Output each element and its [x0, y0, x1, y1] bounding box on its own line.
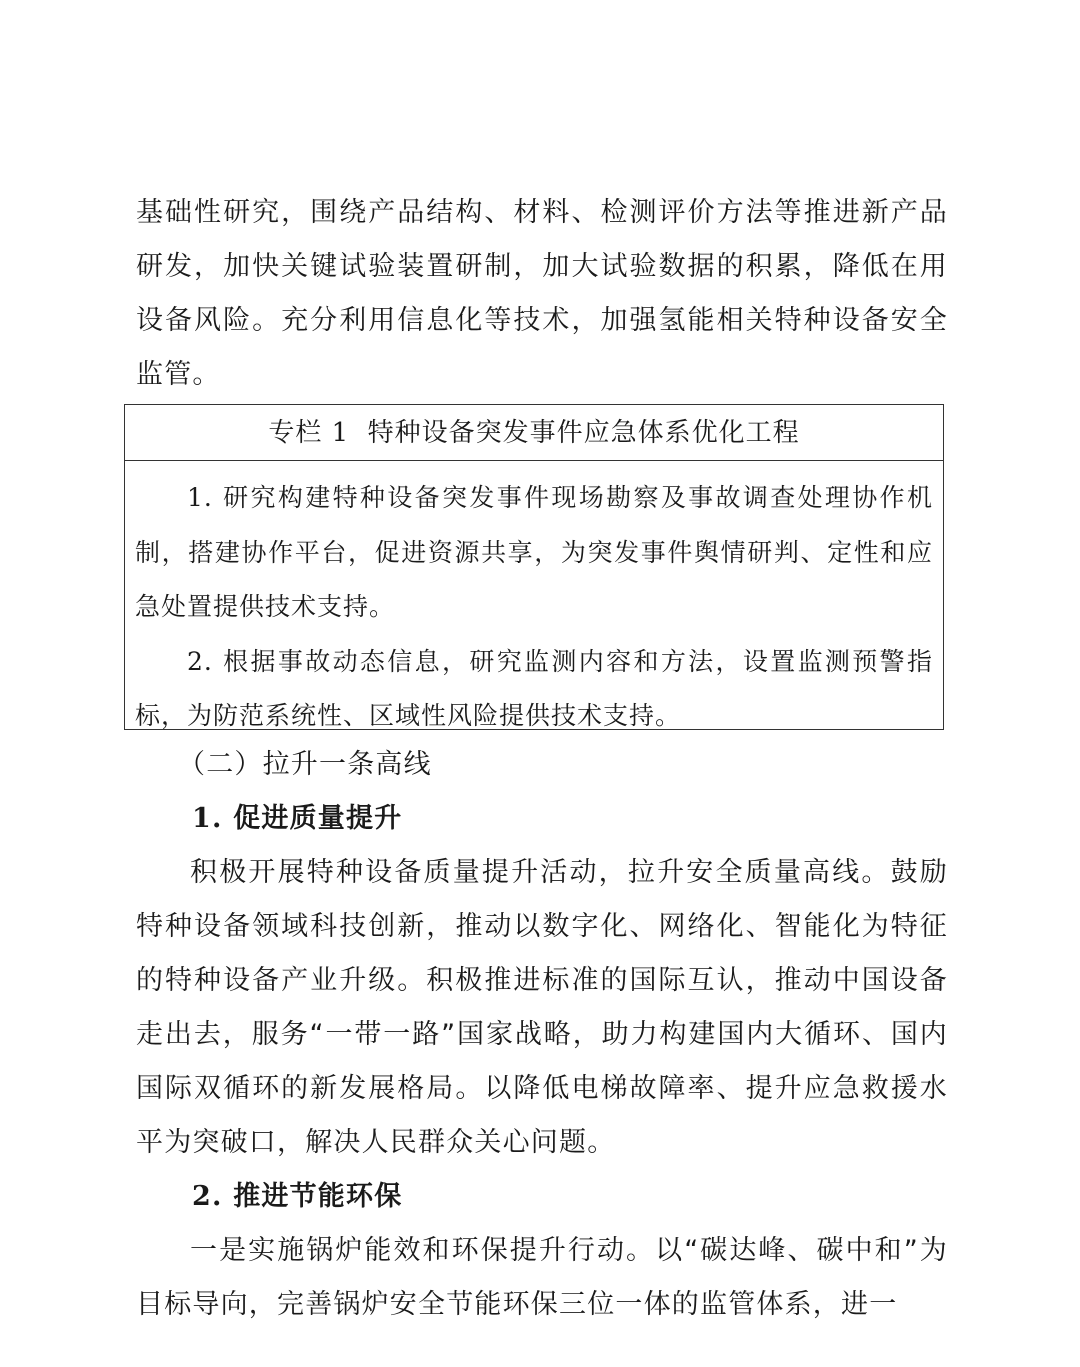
subsection-heading-1 [192, 792, 402, 846]
column-box-title-prefix: 专栏 1 [268, 418, 350, 448]
subsection-heading-2-number: 2. [192, 1181, 223, 1212]
column-box-item-1-text: 研究构建特种设备突发事件现场勘察及事故调查处理协作机制，搭建协作平台，促进资源共享，为突发事件舆情研判、定性和应急处置提供技术支持。 [135, 483, 933, 621]
column-box-item-2 [135, 635, 933, 744]
column-box-item-1-number: 1. [187, 483, 213, 512]
column-box-item-2-number: 2. [187, 646, 213, 676]
subsection-heading-1-text: 促进质量提升 [233, 803, 403, 834]
column-box-item-2-text: 根据事故动态信息，研究监测内容和方法，设置监测预警指标，为防范系统性、区域性风险提供技术支持。 [135, 646, 933, 730]
subsection-heading-2-text: 推进节能环保 [233, 1181, 403, 1212]
column-box-body [125, 461, 943, 744]
subsection-heading-1-number: 1. [192, 803, 223, 834]
section-heading-2: （二）拉升一条高线 [178, 749, 432, 780]
quality-paragraph: 积极开展特种设备质量提升活动，拉升安全质量高线。鼓励特种设备领域科技创新，推动以数字化、网络化、智能化为特征的特种设备产业升级。积极推进标准的国际互认，推动中国设备走出去，服务“一带一路”国家战略，助力构建国内大循环、国内国际双循环的新发展格局。以降低电梯故障率、提升应急救援水平为突破口，解决人民群众关心问题。 [136, 857, 948, 1158]
energy-paragraph: 一是实施锅炉能效和环保提升行动。以“碳达峰、碳中和”为目标导向，完善锅炉安全节能环保三位一体的监管体系，进一 [136, 1235, 948, 1320]
column-box [124, 404, 944, 730]
intro-paragraph: 基础性研究，围绕产品结构、材料、检测评价方法等推进新产品研发，加快关键试验装置研制，加大试验数据的积累，降低在用设备风险。充分利用信息化等技术，加强氢能相关特种设备安全监管。 [136, 197, 948, 390]
subsection-heading-2 [192, 1170, 402, 1224]
column-box-item-1 [135, 471, 933, 635]
column-box-title-text: 特种设备突发事件应急体系优化工程 [367, 418, 800, 448]
column-box-title [125, 405, 943, 461]
